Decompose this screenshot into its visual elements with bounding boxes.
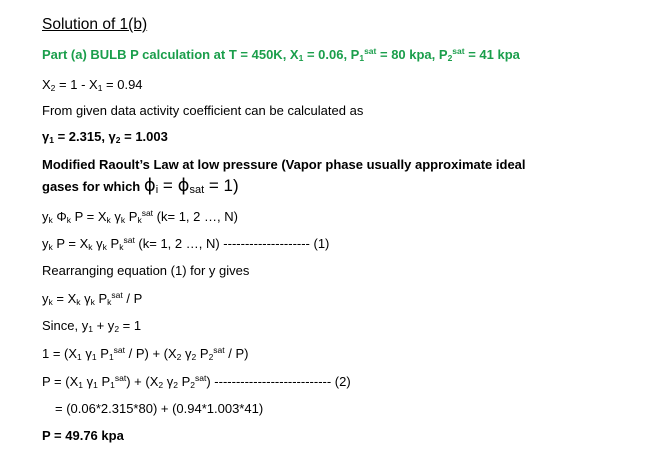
raoult-heading-line1: Modified Raoult’s Law at low pressure (Vapor phase usually approximate ideal [42,157,526,172]
since-line: Since, $y_1 + y_2 = 1$ [42,318,142,334]
equation-substitution: = (0.06*2.315*80) + (0.94*1.003*41) [55,401,264,416]
equation-2: $P = (X_1$ $\gamma_1$ $P_1^{sat}) + (X_2$ $\gamma_2$ $P_2^{sat}$) --------------------------- (2) [42,373,351,390]
equation-sum: $1 = (X_1$ $\gamma_1$ $P_1^{sat} / P) + (X_2$ $\gamma_2$ $P_2^{sat} / P$) [42,345,249,362]
part-a-heading: Part (a) BULB P calculation at T = 450K, $X_1 = 0.06$, $P_1^{sat} = 80$ kpa, $P_2^{sat} = 41$ kpa [42,46,520,63]
final-result: P = 49.76 kpa [42,428,124,443]
equation-1: $y_k$ $P = X_k$ $\gamma_k$ $P_k^{sat}$ (k= 1, 2 …, N) -------------------- (1) [42,235,330,252]
equation-yk: $y_k = X_k$ $\gamma_k$ $P_k^{sat}$ / P [42,290,143,307]
x2-equation: $X_2 = 1 - X_1 = 0.94$ [42,77,143,93]
page-title: Solution of 1(b) [42,16,148,33]
rearrange-text: Rearranging equation (1) for y gives [42,263,250,278]
activity-text: From given data activity coefficient can be calculated as [42,103,364,118]
equation-modified-raoult: $y_k$ $\Phi_k$ $P = X_k$ $\gamma_k$ $P_k^{sat}$ (k= 1, 2 …, N) [42,208,238,225]
raoult-heading-line2: gases for which $\phi_i = \phi_{sat} = 1$) [42,175,239,196]
gamma-values: $\gamma_1 = 2.315$, $\gamma_2 = 1.003$ [42,129,168,145]
